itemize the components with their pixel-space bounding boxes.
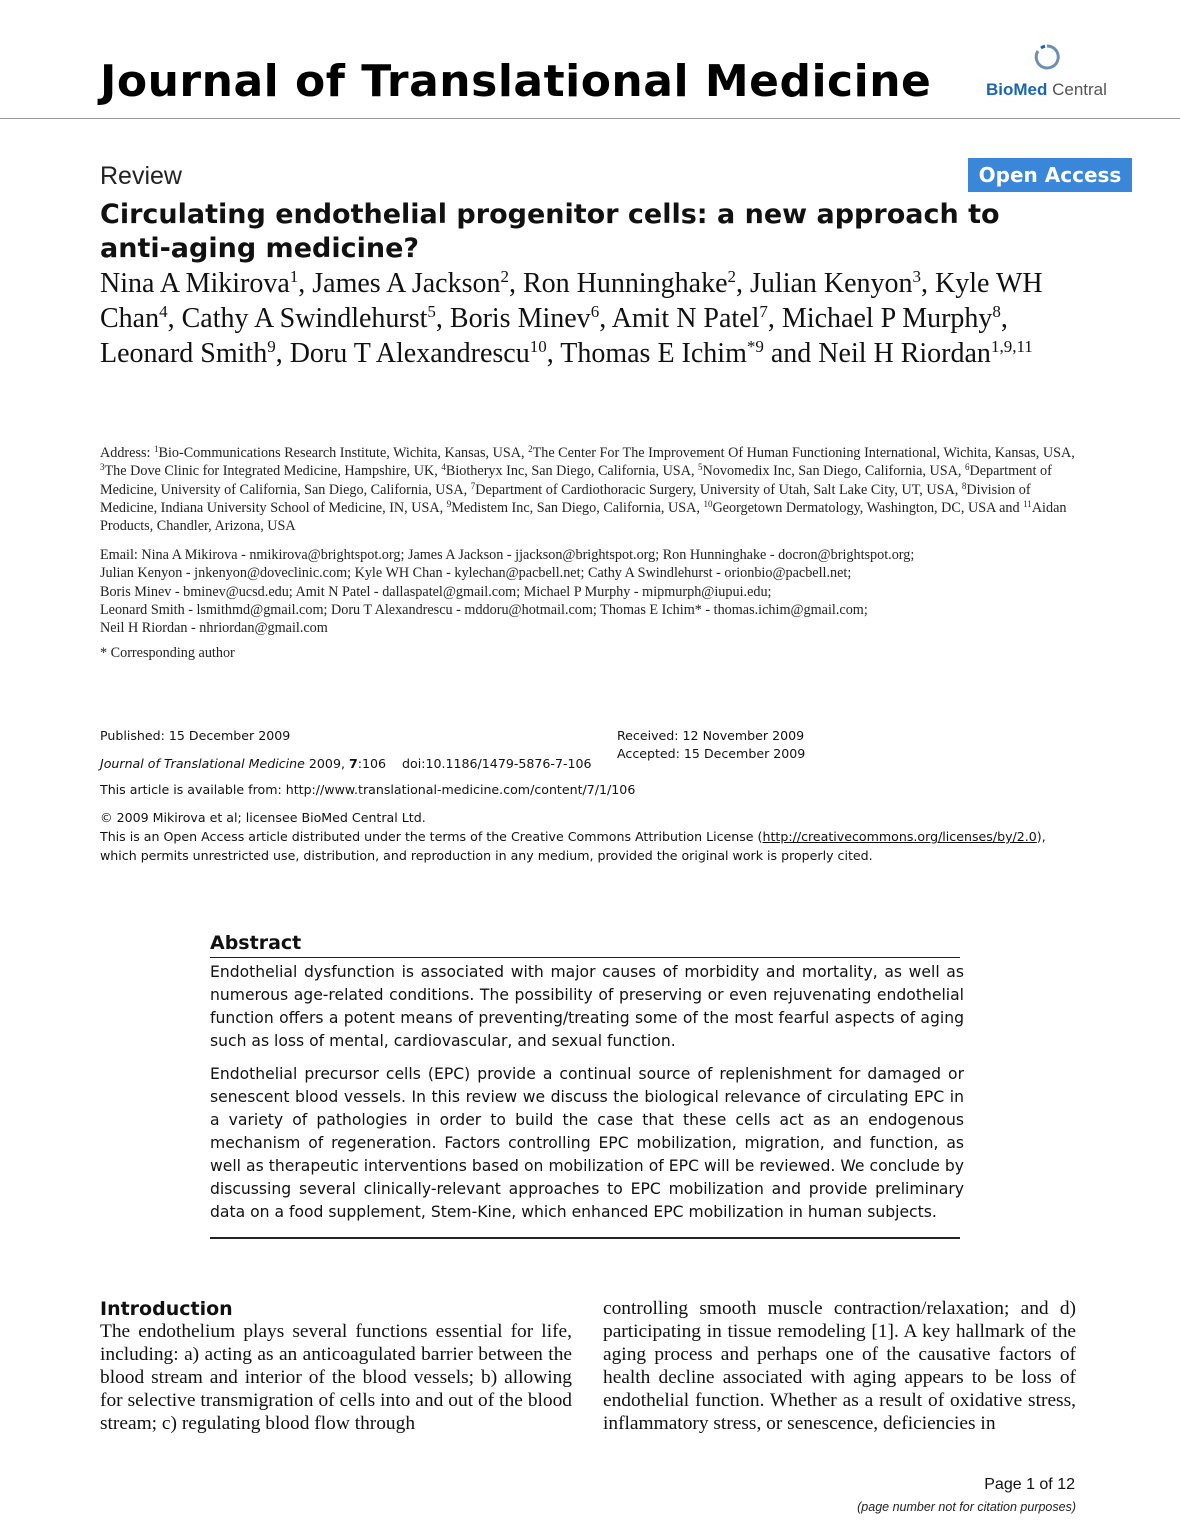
affiliation-number: 2 — [528, 444, 533, 454]
author-separator: , — [1000, 303, 1008, 334]
email-line[interactable]: Neil H Riordan - nhriordan@gmail.com — [100, 620, 328, 637]
citation — [100, 755, 592, 773]
introduction-right-column: controlling smooth muscle contraction/relaxation; and d) participating in tissue remodeling [1]. A key hallmark of the aging process and perhaps one of the causative factors of health decline associated with aging appears to be loss of endothelial function. Whether as a result of oxidative stress, inflammatory stress, or senescence, deficiencies in — [603, 1298, 1076, 1434]
author-name: Nina A Mikirova — [100, 268, 290, 299]
address-label: Address: — [100, 445, 154, 461]
page-number-note: (page number not for citation purposes) — [857, 1500, 1076, 1514]
author-affiliation: 1,9,11 — [990, 337, 1033, 356]
affiliation-text: Biotheryx Inc, San Diego, California, USA, — [445, 463, 699, 480]
affiliation-number: 5 — [698, 462, 703, 473]
author-name: Leonard Smith — [100, 338, 268, 369]
affiliation-number: 9 — [446, 498, 452, 509]
author-name: Kyle WH Chan — [100, 268, 1043, 334]
author-separator: , — [508, 268, 523, 299]
author-separator: , — [435, 303, 450, 334]
author-name: Michael P Murphy — [781, 303, 993, 334]
biomed-central-logo[interactable] — [986, 80, 1107, 100]
email-line[interactable]: Julian Kenyon - jnkenyon@doveclinic.com; Kyle WH Chan - kylechan@pacbell.net; Cathy A Swindlehurst - orionbio@pacbell.net; — [100, 565, 852, 582]
author-separator: and — [763, 338, 819, 369]
author-affiliation: 2 — [727, 267, 737, 286]
email-line[interactable]: Leonard Smith - lsmithmd@gmail.com; Doru T Alexandrescu - mddoru@hotmail.com; Thomas E Ichim* - thomas.ichim@gmail.com; — [100, 601, 868, 618]
author-affiliation: 2 — [500, 267, 509, 286]
author-separator: , — [921, 268, 936, 299]
author-name: Cathy A Swindlehurst — [181, 303, 428, 334]
author-affiliation: 3 — [912, 267, 922, 286]
author-separator: , — [736, 268, 751, 299]
affiliation-number: 1 — [154, 444, 159, 454]
author-name: Neil H Riordan — [818, 338, 991, 369]
license-link[interactable]: http://creativecommons.org/licenses/by/2.0 — [762, 829, 1037, 844]
journal-title: Journal of Translational Medicine — [100, 56, 932, 107]
introduction-left-column: The endothelium plays several functions essential for life, including: a) acting as an anticoagulated barrier between the blood stream and interior of the blood vessels; b) allowing for selective transmigration of cells into and out of the blood stream; c) regulating blood flow through — [100, 1321, 572, 1434]
affiliation-number: 8 — [961, 480, 967, 491]
license-notice-continued: which permits unrestricted use, distribution, and reproduction in any medium, provided the original work is properly cited. — [100, 848, 873, 863]
affiliation-number: 7 — [470, 480, 476, 491]
author-affiliation: 6 — [590, 302, 600, 321]
copyright-notice: © 2009 Mikirova et al; licensee BioMed Central Ltd. — [100, 810, 426, 825]
article-title: Circulating endothelial progenitor cells: a new approach to anti-aging medicine? — [100, 199, 1000, 264]
affiliation-number: 3 — [100, 462, 105, 473]
header-divider — [0, 118, 1180, 119]
logo-part-biomed: BioMed — [986, 80, 1048, 99]
affiliation-text: Department of Cardiothoracic Surgery, University of Utah, Salt Lake City, UT, USA, — [475, 481, 962, 498]
author-separator: , — [167, 303, 182, 334]
affiliation-text: Department of Medicine, University of California, San Diego, California, USA, — [100, 463, 1052, 498]
author-separator: , — [767, 303, 782, 334]
corresponding-author-note: * Corresponding author — [100, 645, 235, 661]
affiliation-text: Novomedix Inc, San Diego, California, USA, — [702, 463, 965, 480]
license-notice — [100, 828, 1046, 846]
author-affiliation: 10 — [529, 337, 547, 356]
affiliation-text: Georgetown Dermatology, Washington, DC, USA and — [712, 499, 1024, 516]
affiliation-number: 4 — [441, 462, 446, 473]
author-affiliation: 8 — [992, 302, 1001, 321]
author-name: Julian Kenyon — [750, 268, 913, 299]
affiliation-text: Aidan Products, Chandler, Arizona, USA — [100, 499, 1067, 535]
affiliation-number: 10 — [703, 498, 713, 509]
page-number: Page 1 of 12 — [984, 1476, 1075, 1493]
email-line[interactable]: Boris Minev - bminev@ucsd.edu; Amit N Patel - dallaspatel@gmail.com; Michael P Murphy - mipmurph@iupui.edu; — [100, 583, 772, 600]
article-url[interactable]: This article is available from: http://www.translational-medicine.com/content/7/1/106 — [100, 782, 636, 797]
affiliation-text: Medistem Inc, San Diego, California, USA, — [451, 499, 704, 516]
abstract-paragraph: Endothelial dysfunction is associated with major causes of morbidity and mortality, as well as numerous age-related conditions. The possibility of preserving or even rejuvenating endothelial function offers a potent means of preventing/treating some of the most fearful aspects of aging such as loss of mental, cardiovascular, and sexual function. — [210, 963, 964, 1050]
affiliation-text: The Center For The Improvement Of Human Functioning International, Wichita, Kansas, USA, — [532, 445, 1075, 461]
abstract-top-divider — [210, 957, 960, 958]
author-separator: , — [546, 338, 561, 369]
citation-doi: :106 doi:10.1186/1479-5876-7-106 — [357, 756, 592, 771]
abstract-paragraph: Endothelial precursor cells (EPC) provide a continual source of replenishment for damaged or senescent blood vessels. In this review we discuss the biological relevance of circulating EPC in a variety of pathologies in order to build the case that these cells act as an endogenous mechanism of regeneration. Factors controlling EPC mobilization, migration, and function, as well as therapeutic interventions based on mobilization of EPC will be reviewed. We conclude by discussing several clinically-relevant approaches to EPC mobilization and provide preliminary data on a food supplement, Stem-Kine, which enhanced EPC mobilization in human subjects. — [210, 1065, 964, 1221]
accepted-date: Accepted: 15 December 2009 — [617, 746, 806, 761]
author-separator: , — [599, 303, 612, 334]
open-access-badge: Open Access — [968, 158, 1132, 192]
author-separator: , — [275, 338, 290, 369]
article-type: Review — [100, 162, 182, 190]
author-affiliation: 7 — [759, 302, 768, 321]
author-emails — [100, 546, 1090, 637]
author-affiliation: 5 — [427, 302, 436, 321]
license-text: This is an Open Access article distributed under the terms of the Creative Commons Attribution License ( — [100, 829, 763, 844]
logo-part-central: Central — [1047, 80, 1107, 99]
author-affiliation: 4 — [159, 302, 168, 321]
affiliation-text: Bio-Communications Research Institute, Wichita, Kansas, USA, — [158, 445, 529, 461]
affiliation-number: 6 — [964, 462, 970, 473]
citation-year: 2009, — [304, 756, 349, 771]
citation-journal: Journal of Translational Medicine — [100, 756, 305, 771]
received-date: Received: 12 November 2009 — [617, 728, 805, 743]
affiliation-text: The Dove Clinic for Integrated Medicine, Hampshire, UK, — [104, 463, 442, 480]
abstract-bottom-divider — [210, 1237, 960, 1239]
author-name: Ron Hunninghake — [522, 268, 728, 299]
published-date: Published: 15 December 2009 — [100, 728, 291, 743]
author-name: Amit N Patel — [611, 303, 760, 334]
affiliation-number: 11 — [1023, 498, 1032, 509]
author-affiliation: 9 — [267, 337, 276, 356]
author-addresses — [100, 444, 1090, 535]
author-name: Doru T Alexandrescu — [289, 338, 530, 369]
author-name: Thomas E Ichim — [560, 338, 747, 369]
author-name: Boris Minev — [449, 303, 591, 334]
affiliation-text: Division of Medicine, Indiana University School of Medicine, IN, USA, — [100, 481, 1031, 516]
license-text-end: ), — [1036, 829, 1046, 844]
author-affiliation: *9 — [746, 337, 764, 356]
citation-volume: 7 — [348, 756, 358, 771]
author-name: James A Jackson — [312, 268, 501, 299]
introduction-heading: Introduction — [100, 1298, 233, 1320]
biomed-central-logo-icon — [1034, 44, 1060, 70]
email-line[interactable]: Email: Nina A Mikirova - nmikirova@brightspot.org; James A Jackson - jjackson@brightspot.org; Ron Hunninghake - docron@brightspot.org; — [100, 547, 915, 563]
author-separator: , — [298, 268, 313, 299]
abstract-heading: Abstract — [210, 932, 302, 954]
author-affiliation: 1 — [289, 267, 299, 286]
author-list — [100, 266, 1100, 371]
